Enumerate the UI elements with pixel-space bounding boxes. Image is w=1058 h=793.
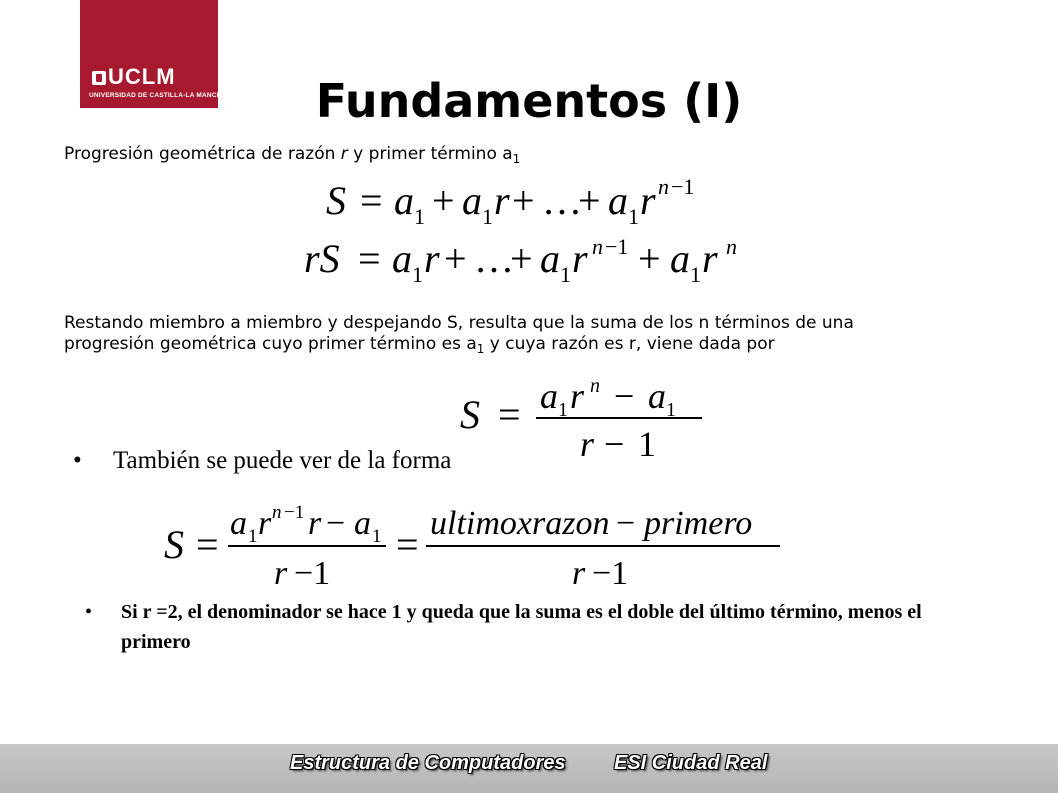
- svg-text:…: …: [474, 236, 514, 281]
- svg-text:−: −: [614, 378, 635, 416]
- footer-school: ESI Ciudad Real: [614, 752, 768, 774]
- svg-text:S: S: [164, 522, 184, 567]
- svg-text:r: r: [424, 236, 440, 281]
- svg-text:rS: rS: [304, 236, 340, 281]
- svg-text:a: a: [540, 378, 558, 416]
- svg-text:1: 1: [560, 262, 571, 287]
- bullet-symbol-2: •: [85, 601, 93, 623]
- bullet-r-equals-2: [85, 597, 975, 657]
- svg-text:n: n: [592, 234, 603, 259]
- svg-text:primero: primero: [644, 505, 753, 542]
- svg-text:1: 1: [666, 399, 676, 421]
- footer-course: Estructura de Computadores: [290, 752, 566, 774]
- svg-text:ultimoxrazon: ultimoxrazon: [430, 505, 610, 542]
- svg-text:n: n: [590, 378, 600, 397]
- svg-text:1: 1: [628, 204, 639, 229]
- svg-text:1: 1: [414, 204, 425, 229]
- svg-text:S: S: [460, 392, 480, 437]
- equation-r-times-sum: [298, 232, 748, 296]
- paragraph-part1: Restando miembro a miembro y despejando S, resulta que la suma de los n términos de una progresión geométrica cuyo primer término es a: [64, 313, 854, 354]
- svg-text:−1: −1: [592, 555, 629, 592]
- svg-text:+: +: [444, 236, 467, 281]
- svg-text:1: 1: [412, 262, 423, 287]
- svg-text:1: 1: [482, 204, 493, 229]
- svg-text:=: =: [498, 392, 521, 437]
- svg-text:+: +: [510, 236, 533, 281]
- bullet-symbol: •: [73, 447, 82, 474]
- svg-text:+: +: [512, 178, 535, 223]
- equation-alternate-form: [160, 500, 790, 592]
- svg-text:a: a: [394, 178, 414, 223]
- svg-text:a: a: [540, 236, 560, 281]
- svg-text:a: a: [354, 505, 371, 542]
- svg-text:r: r: [494, 178, 510, 223]
- svg-text:r: r: [308, 505, 322, 542]
- svg-text:a: a: [670, 236, 690, 281]
- svg-text:a: a: [230, 505, 247, 542]
- svg-text:=: =: [196, 522, 219, 567]
- intro-text-part: Progresión geométrica de razón: [64, 144, 341, 164]
- slide-title: Fundamentos (I): [315, 74, 743, 128]
- svg-text:r: r: [572, 236, 588, 281]
- svg-text:+: +: [578, 178, 601, 223]
- paragraph-part2: y cuya razón es r, viene dada por: [484, 334, 775, 354]
- svg-text:−1: −1: [294, 555, 331, 592]
- footer-bar: [0, 744, 1058, 793]
- intro-text-part2: y primer término a: [347, 144, 513, 164]
- svg-text:1: 1: [372, 526, 382, 547]
- svg-text:n: n: [658, 174, 669, 199]
- svg-text:r: r: [640, 178, 656, 223]
- svg-text:+: +: [432, 178, 455, 223]
- svg-text:r: r: [570, 378, 585, 416]
- paragraph-subscript: 1: [476, 342, 485, 356]
- intro-subscript: 1: [512, 152, 521, 166]
- intro-var-r: r: [340, 144, 348, 164]
- svg-text:a: a: [608, 178, 628, 223]
- bullet-text: También se puede ver de la forma: [113, 447, 452, 474]
- intro-text: [64, 144, 520, 165]
- svg-text:=: =: [396, 522, 419, 567]
- bullet-alternate-form: [73, 446, 451, 476]
- svg-text:1: 1: [638, 424, 656, 464]
- svg-text:n: n: [272, 502, 282, 523]
- svg-text:n: n: [726, 234, 737, 259]
- svg-text:r: r: [572, 555, 586, 592]
- derivation-paragraph: [64, 313, 914, 355]
- equation-sum: [312, 172, 712, 236]
- svg-text:+: +: [638, 236, 661, 281]
- svg-text:=: =: [358, 236, 381, 281]
- svg-text:−: −: [326, 505, 346, 542]
- svg-text:−1: −1: [605, 234, 629, 259]
- bullet-text-2: Si r =2, el denominador se hace 1 y queda que la suma es el doble del último término, menos el primero: [121, 601, 922, 653]
- svg-text:r: r: [580, 424, 595, 464]
- svg-text:−1: −1: [671, 174, 695, 199]
- svg-text:1: 1: [558, 399, 568, 421]
- equation-closed-form: [456, 378, 706, 464]
- svg-text:1: 1: [690, 262, 701, 287]
- svg-text:−: −: [604, 424, 625, 464]
- svg-text:=: =: [360, 178, 383, 223]
- logo-subtitle: UNIVERSIDAD DE CASTILLA-LA MANCHA: [89, 92, 227, 99]
- svg-text:−1: −1: [284, 502, 305, 523]
- svg-text:1: 1: [248, 526, 258, 547]
- svg-text:−: −: [616, 505, 636, 542]
- svg-text:a: a: [392, 236, 412, 281]
- svg-text:S: S: [326, 178, 346, 223]
- svg-text:a: a: [462, 178, 482, 223]
- svg-text:r: r: [702, 236, 718, 281]
- svg-text:…: …: [542, 178, 582, 223]
- svg-text:r: r: [258, 505, 272, 542]
- svg-text:a: a: [648, 378, 666, 416]
- logo-name: UCLM: [108, 64, 176, 89]
- svg-text:r: r: [274, 555, 288, 592]
